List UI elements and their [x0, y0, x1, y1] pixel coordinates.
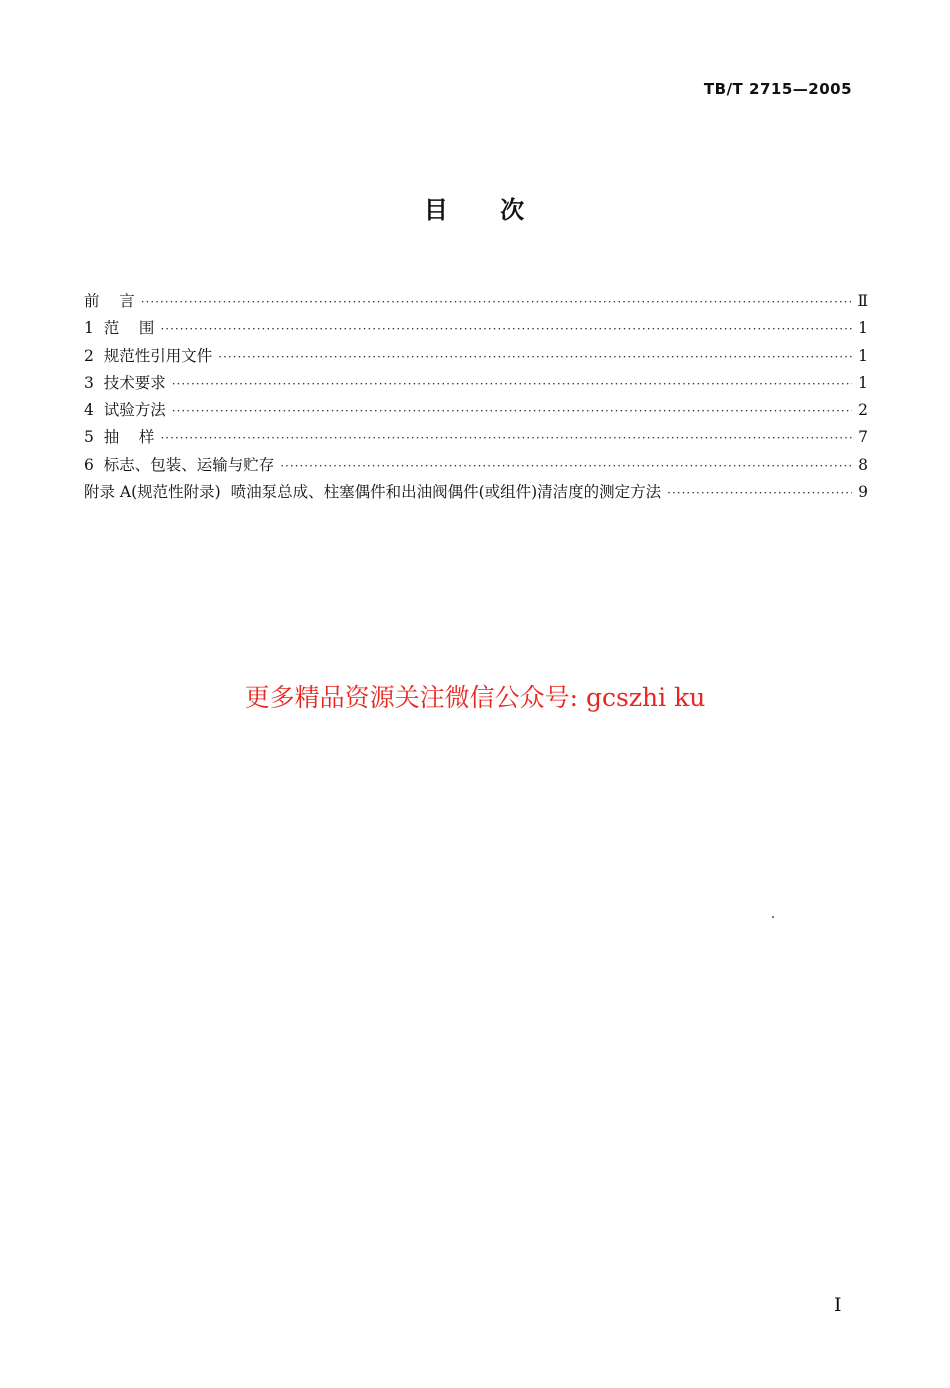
toc-leader-dots: [280, 453, 852, 480]
toc-entry-label: 5 抽 样: [84, 428, 155, 447]
toc-leader-dots: [172, 398, 852, 425]
toc-entry-annex-a[interactable]: [84, 479, 868, 506]
toc-leader-dots: [160, 316, 852, 343]
toc-entry-page: 1: [858, 373, 868, 392]
toc-entry-test-methods[interactable]: [84, 397, 868, 424]
toc-entry-label: 2 规范性引用文件: [84, 346, 213, 365]
scan-speck: [772, 916, 774, 918]
toc-entry-page: 9: [858, 483, 868, 502]
toc-entry-page: 1: [858, 346, 868, 365]
toc-leader-dots: [667, 480, 852, 507]
toc-entry-label: 4 试验方法: [84, 401, 166, 420]
toc-entry-label: 前 言: [84, 292, 135, 310]
toc-entry-technical-requirements[interactable]: [84, 370, 868, 397]
toc-entry-label: 附录 A(规范性附录) 喷油泵总成、柱塞偶件和出油阀偶件(或组件)清洁度的测定方法: [84, 483, 662, 502]
toc-entry-marking-packaging[interactable]: [84, 452, 868, 479]
toc-leader-dots: [218, 344, 852, 371]
toc-entry-page: Ⅱ: [857, 292, 868, 310]
toc-entry-label: 6 标志、包装、运输与贮存: [84, 455, 275, 474]
watermark-text: 更多精品资源关注微信公众号: gcszhi ku: [244, 683, 706, 712]
toc-leader-dots: [141, 289, 852, 316]
toc-title: 目 次: [423, 196, 527, 224]
toc-entry-sampling[interactable]: [84, 424, 868, 451]
toc-entry-scope[interactable]: [84, 315, 868, 342]
toc-entry-label: 3 技术要求: [84, 373, 166, 392]
toc-entry-page: 1: [858, 319, 868, 338]
toc-entry-page: 8: [858, 455, 868, 474]
toc-entry-foreword[interactable]: [84, 288, 868, 315]
standard-code: TB/T 2715—2005: [703, 80, 852, 98]
toc-entry-normative-references[interactable]: [84, 343, 868, 370]
table-of-contents: [84, 288, 868, 506]
toc-entry-page: 2: [858, 401, 868, 420]
toc-entry-page: 7: [858, 428, 868, 447]
toc-leader-dots: [172, 371, 852, 398]
toc-entry-label: 1 范 围: [84, 319, 155, 338]
page-number: I: [834, 1294, 842, 1316]
toc-leader-dots: [160, 425, 852, 452]
